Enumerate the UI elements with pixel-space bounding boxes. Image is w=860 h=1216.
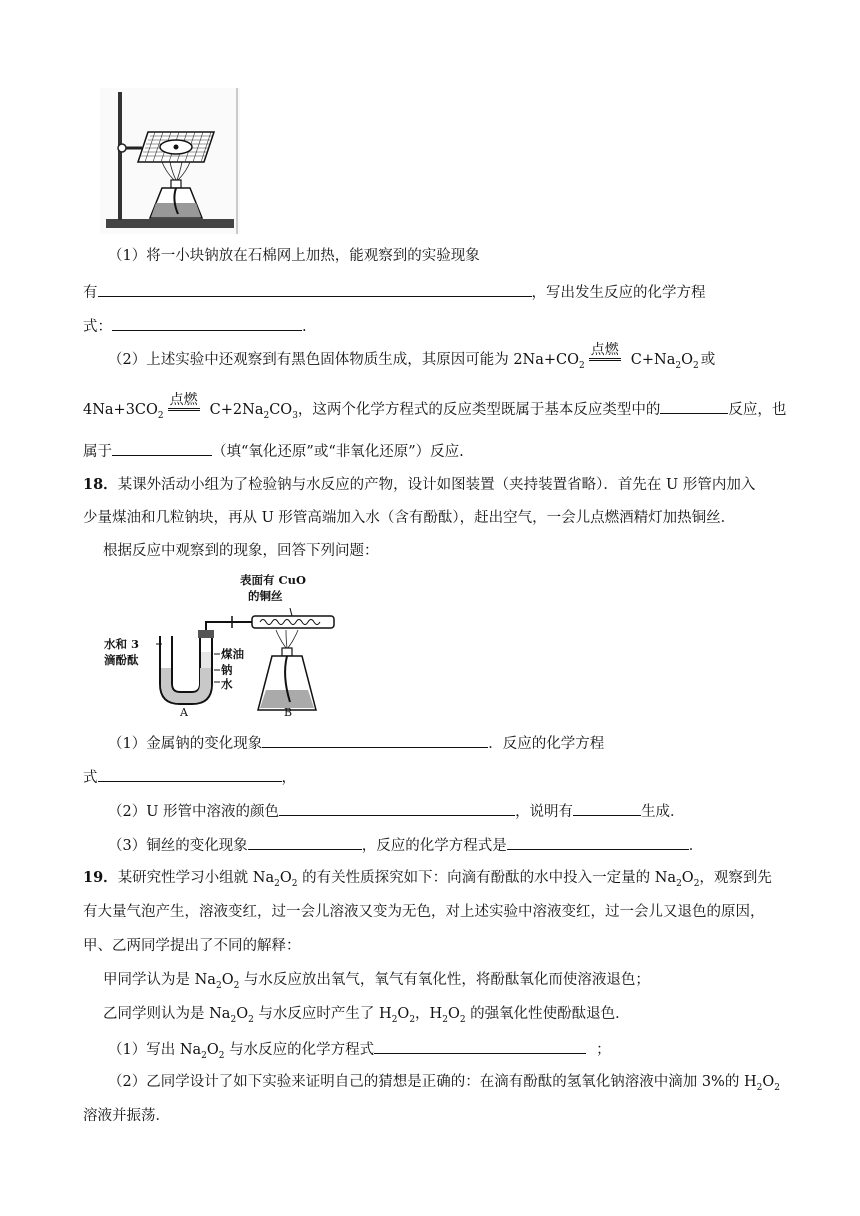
q17-part1-line3: 式： . — [83, 315, 307, 337]
q17-part2-line1: （2）上述实验中还观察到有黑色固体物质生成，其原因可能为 $2Na+CO_2$ 点燃 $C+Na_2O_2$ 或 — [108, 342, 716, 371]
label-cuo-wire-2: 的铜丝 — [248, 589, 283, 603]
label-a: A — [180, 706, 188, 719]
label-sodium: 钠 — [221, 663, 233, 677]
q18-sub1-line2: 式 ， — [83, 766, 296, 788]
q17-part2-line2: $4Na+3CO_2$ 点燃 $C+2Na_2CO_3$，这两个化学方程式的反应类型既属于基本反应类型中的 反应，也 — [83, 392, 787, 421]
answer-blank[interactable] — [573, 800, 641, 816]
label-water-phenol-1: 水和 3 — [104, 637, 140, 651]
q17-part1-line1: （1）将一小块钠放在石棉网上加热，能观察到的实验现象 — [108, 248, 480, 264]
reaction-condition: 点燃 — [168, 392, 200, 411]
q17-part2-line3: 属于 （填“氧化还原”或“非氧化还原”）反应. — [83, 440, 464, 462]
q19-line4: 甲同学认为是 $Na_2O_2$ 与水反应放出氧气，氧气有氧化性，将酚酞氧化而使溶液退色； — [103, 972, 650, 991]
answer-blank[interactable] — [112, 315, 302, 331]
q18-sub1-line1: （1）金属钠的变化现象 ．反应的化学方程 — [108, 732, 604, 754]
q19-line2: 有大量气泡产生，溶液变红，过一会儿溶液又变为无色，对上述实验中溶液变红，过一会儿又退色的原因， — [83, 904, 765, 920]
q18-sub3: （3）铜丝的变化现象 ，反应的化学方程式是 ． — [108, 834, 703, 856]
answer-blank[interactable] — [262, 732, 488, 748]
label-water-phenol-2: 滴酚酞 — [104, 653, 139, 667]
q18-sub2: （2）U 形管中溶液的颜色 ，说明有 生成． — [108, 800, 685, 822]
answer-blank[interactable] — [98, 766, 282, 782]
q18-line3: 根据反应中观察到的现象，回答下列问题： — [103, 543, 379, 559]
q19-line3: 甲、乙两同学提出了不同的解释： — [83, 938, 301, 954]
q19-sub2-line2: 溶液并振荡． — [83, 1108, 170, 1124]
q19-sub2-line1: （2）乙同学设计了如下实验来证明自己的猜想是正确的：在滴有酚酞的氢氧化钠溶液中滴加 3%的 $H_2O_2$ — [108, 1074, 780, 1093]
answer-blank[interactable] — [248, 834, 362, 850]
reaction-condition: 点燃 — [589, 342, 621, 361]
q19-line1: 19．某研究性学习小组就 $Na_2O_2$ 的有关性质探究如下：向滴有酚酞的水中投入一定量的 $Na_2O_2$，观察到先 — [83, 869, 772, 889]
q18-line2: 少量煤油和几粒钠块，再从 U 形管高端加入水（含有酚酞），赶出空气，一会儿点燃酒精灯加热铜丝． — [83, 510, 736, 526]
answer-blank[interactable] — [279, 800, 515, 816]
q17-part1-line2: 有 ，写出发生反应的化学方程 — [83, 281, 706, 303]
answer-blank[interactable] — [112, 440, 212, 456]
answer-blank[interactable] — [660, 398, 728, 414]
q18-line1: 18．某课外活动小组为了检验钠与水反应的产物，设计如图装置（夹持装置省略）．首先在 U 形管内加入 — [83, 476, 756, 493]
q19-line5: 乙同学则认为是 $Na_2O_2$ 与水反应时产生了 $H_2O_2$，$H_2O_2$ 的强氧化性使酚酞退色． — [103, 1006, 630, 1025]
label-cuo-wire-1: 表面有 CuO — [240, 573, 307, 587]
heating-apparatus-figure — [100, 88, 240, 234]
q19-sub1: （1）写出 $Na_2O_2$ 与水反应的化学方程式 ； — [108, 1038, 611, 1066]
label-kerosene: 煤油 — [221, 647, 244, 661]
answer-blank[interactable] — [98, 281, 532, 297]
answer-blank[interactable] — [507, 834, 689, 850]
u-tube-apparatus-figure — [100, 572, 340, 722]
label-b: B — [284, 706, 293, 719]
label-water: 水 — [221, 677, 233, 691]
answer-blank[interactable] — [374, 1038, 586, 1054]
